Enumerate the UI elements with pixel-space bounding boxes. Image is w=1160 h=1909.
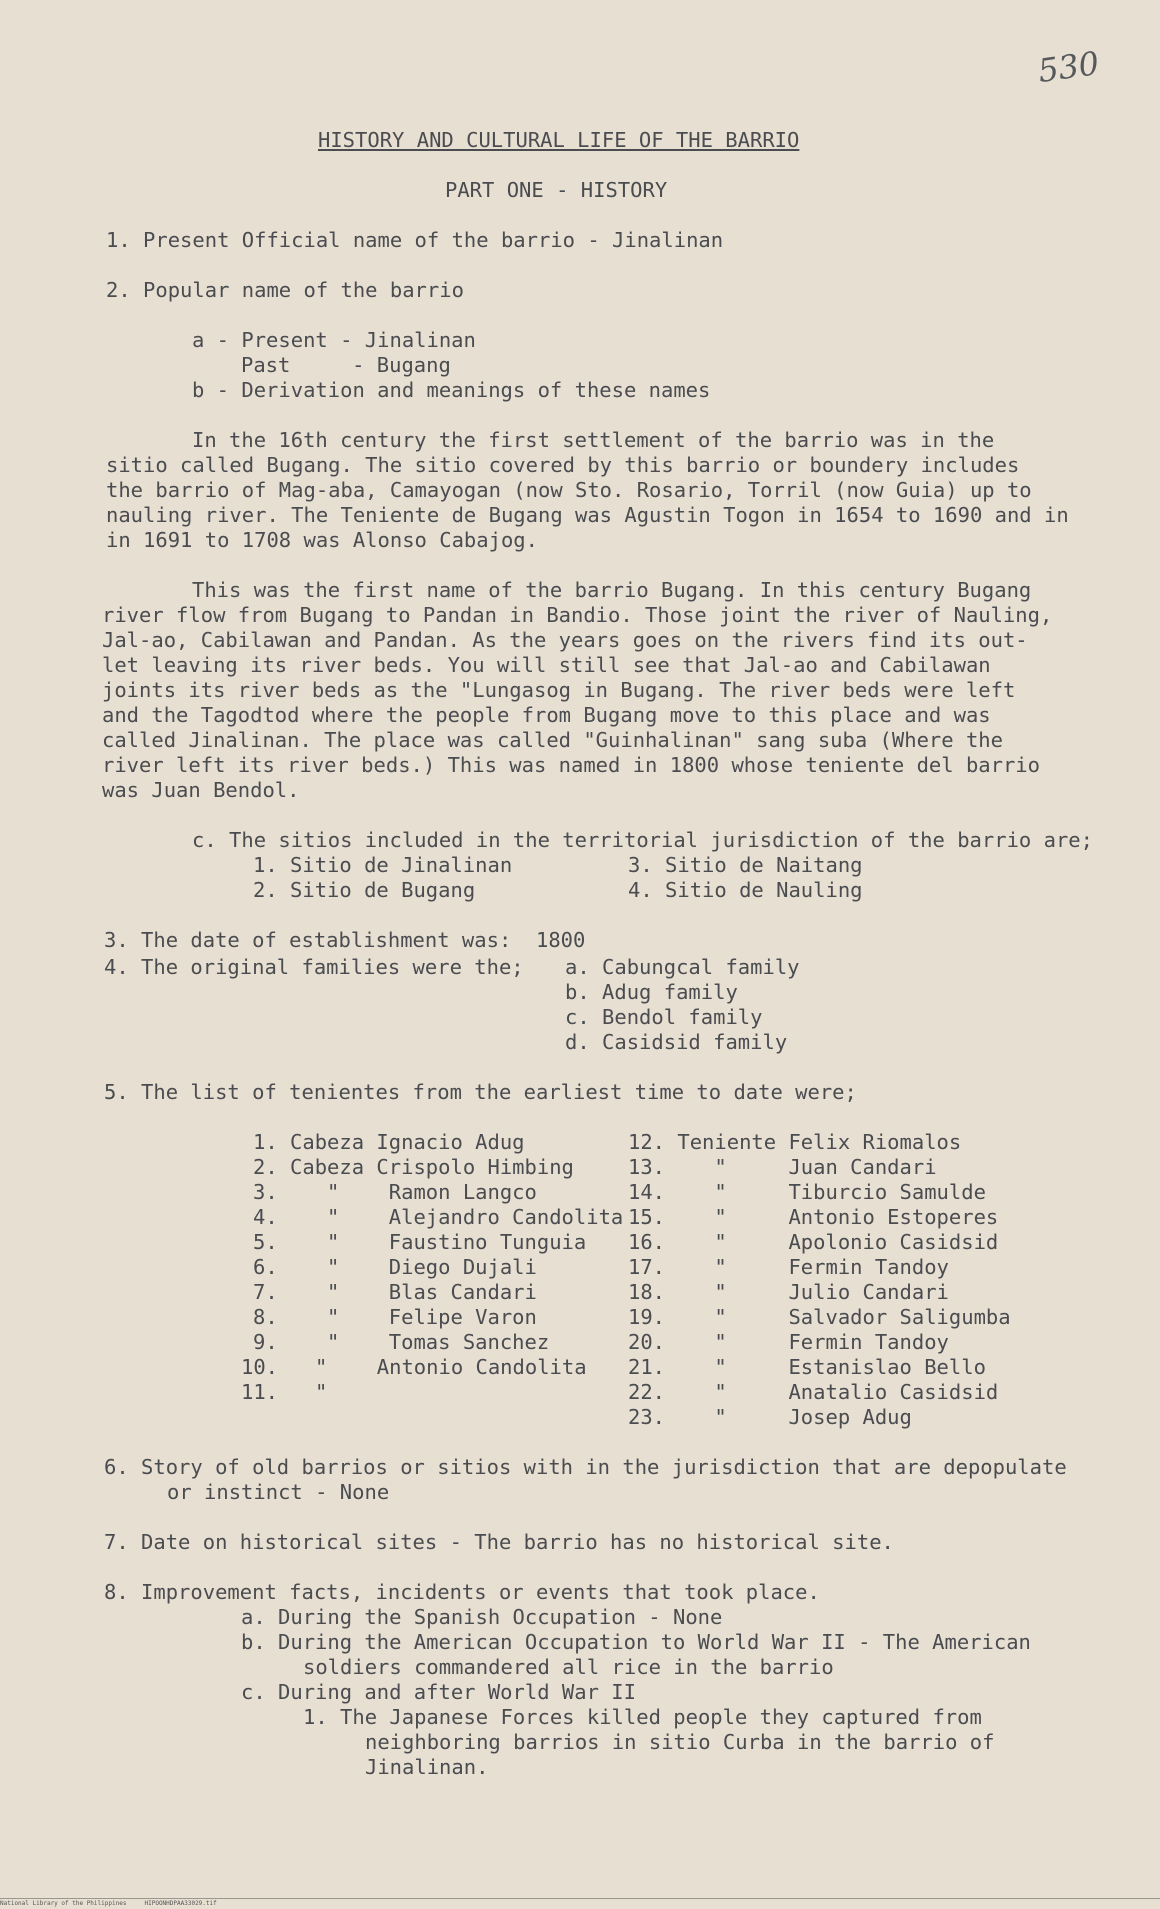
family-item: d. Casidsid family	[565, 1030, 788, 1054]
item-8a: a. During the Spanish Occupation - None	[241, 1605, 723, 1629]
item-2b: b - Derivation and meanings of these names	[192, 378, 711, 402]
item-4: 4. The original families were the;	[104, 955, 524, 979]
para1-line: sitio called Bugang. The sitio covered by this barrio or boundery includes	[106, 453, 1020, 477]
item-1: 1. Present Official name of the barrio - Jinalinan	[106, 228, 724, 252]
sitio-item: 3. Sitio de Naitang	[628, 853, 863, 877]
item-5: 5. The list of tenientes from the earliest time to date were;	[104, 1080, 857, 1104]
teniente-entry: 12. Teniente Felix Riomalos	[628, 1130, 962, 1154]
para1-line: nauling river. The Teniente de Bugang was Agustin Togon in 1654 to 1690 and in	[106, 503, 1069, 527]
para2-line: This was the first name of the barrio Bugang. In this century Bugang	[192, 578, 1032, 602]
para2-line: let leaving its river beds. You will still see that Jal-ao and Cabilawan	[102, 653, 991, 677]
para1-line: in 1691 to 1708 was Alonso Cabajog.	[106, 528, 538, 552]
teniente-entry: 9. " Tomas Sanchez	[253, 1330, 550, 1354]
para2-line: river flow from Bugang to Pandan in Bandio. Those joint the river of Nauling,	[102, 603, 1053, 627]
item-8b-cont: soldiers commandered all rice in the barrio	[303, 1655, 834, 1679]
item-8c1-cont: Jinalinan.	[365, 1755, 489, 1779]
teniente-entry: 3. " Ramon Langco	[253, 1180, 537, 1204]
teniente-entry: 13. " Juan Candari	[628, 1155, 937, 1179]
teniente-entry: 21. " Estanislao Bello	[628, 1355, 986, 1379]
para2-line: was Juan Bendol.	[102, 778, 300, 802]
item-8b: b. During the American Occupation to World War II - The American	[241, 1630, 1031, 1654]
teniente-entry: 10. " Antonio Candolita	[241, 1355, 587, 1379]
para1-line: In the 16th century the first settlement of the barrio was in the	[192, 428, 995, 452]
item-8c1: 1. The Japanese Forces killed people they captured from	[303, 1705, 982, 1729]
teniente-entry: 11. "	[241, 1380, 328, 1404]
sitio-item: 4. Sitio de Nauling	[628, 878, 863, 902]
item-6: 6. Story of old barrios or sitios with in the jurisdiction that are depopulate	[104, 1455, 1067, 1479]
section-subtitle: PART ONE - HISTORY	[445, 178, 668, 202]
teniente-entry: 14. " Tiburcio Samulde	[628, 1180, 986, 1204]
teniente-entry: 5. " Faustino Tunguia	[253, 1230, 587, 1254]
sitio-item: 1. Sitio de Jinalinan	[253, 853, 513, 877]
para2-line: called Jinalinan. The place was called "Guinhalinan" sang suba (Where the	[102, 728, 1003, 752]
page-number: 530	[1035, 43, 1102, 91]
teniente-entry: 1. Cabeza Ignacio Adug	[253, 1130, 525, 1154]
para2-line: and the Tagodtod where the people from Bugang move to this place and was	[102, 703, 991, 727]
footer-divider	[0, 1898, 1160, 1899]
teniente-entry: 2. Cabeza Crispolo Himbing	[253, 1155, 574, 1179]
teniente-entry: 22. " Anatalio Casidsid	[628, 1380, 999, 1404]
teniente-entry: 23. " Josep Adug	[628, 1405, 912, 1429]
family-item: b. Adug family	[565, 980, 738, 1004]
teniente-entry: 16. " Apolonio Casidsid	[628, 1230, 999, 1254]
item-2c: c. The sitios included in the territorial jurisdiction of the barrio are;	[192, 828, 1093, 852]
para1-line: the barrio of Mag-aba, Camayogan (now Sto. Rosario, Torril (now Guia) up to	[106, 478, 1032, 502]
item-2: 2. Popular name of the barrio	[106, 278, 464, 302]
family-item: a. Cabungcal family	[565, 955, 800, 979]
teniente-entry: 4. " Alejandro Candolita	[253, 1205, 624, 1229]
item-2a-present: a - Present - Jinalinan	[192, 328, 476, 352]
para2-line: Jal-ao, Cabilawan and Pandan. As the years goes on the rivers find its out-	[102, 628, 1028, 652]
teniente-entry: 8. " Felipe Varon	[253, 1305, 537, 1329]
teniente-entry: 18. " Julio Candari	[628, 1280, 949, 1304]
item-8c1-cont: neighboring barrios in sitio Curba in the barrio of	[365, 1730, 995, 1754]
item-6-cont: or instinct - None	[167, 1480, 390, 1504]
item-7: 7. Date on historical sites - The barrio has no historical site.	[104, 1530, 894, 1554]
item-3: 3. The date of establishment was: 1800	[104, 928, 586, 952]
teniente-entry: 20. " Fermin Tandoy	[628, 1330, 949, 1354]
teniente-entry: 17. " Fermin Tandoy	[628, 1255, 949, 1279]
document-title: HISTORY AND CULTURAL LIFE OF THE BARRIO	[318, 128, 800, 152]
teniente-entry: 7. " Blas Candari	[253, 1280, 537, 1304]
item-8c: c. During and after World War II	[241, 1680, 636, 1704]
teniente-entry: 15. " Antonio Estoperes	[628, 1205, 999, 1229]
para2-line: joints its river beds as the "Lungasog in Bugang. The river beds were left	[102, 678, 1016, 702]
teniente-entry: 19. " Salvador Saligumba	[628, 1305, 1011, 1329]
para2-line: river left its river beds.) This was named in 1800 whose teniente del barrio	[102, 753, 1040, 777]
teniente-entry: 6. " Diego Dujali	[253, 1255, 537, 1279]
sitio-item: 2. Sitio de Bugang	[253, 878, 476, 902]
item-8: 8. Improvement facts, incidents or events that took place.	[104, 1580, 820, 1604]
item-2a-past: Past - Bugang	[241, 353, 451, 377]
archive-footer: National Library of the Philippines HIPOONHDPAA33029.tif	[0, 1900, 217, 1907]
family-item: c. Bendol family	[565, 1005, 763, 1029]
